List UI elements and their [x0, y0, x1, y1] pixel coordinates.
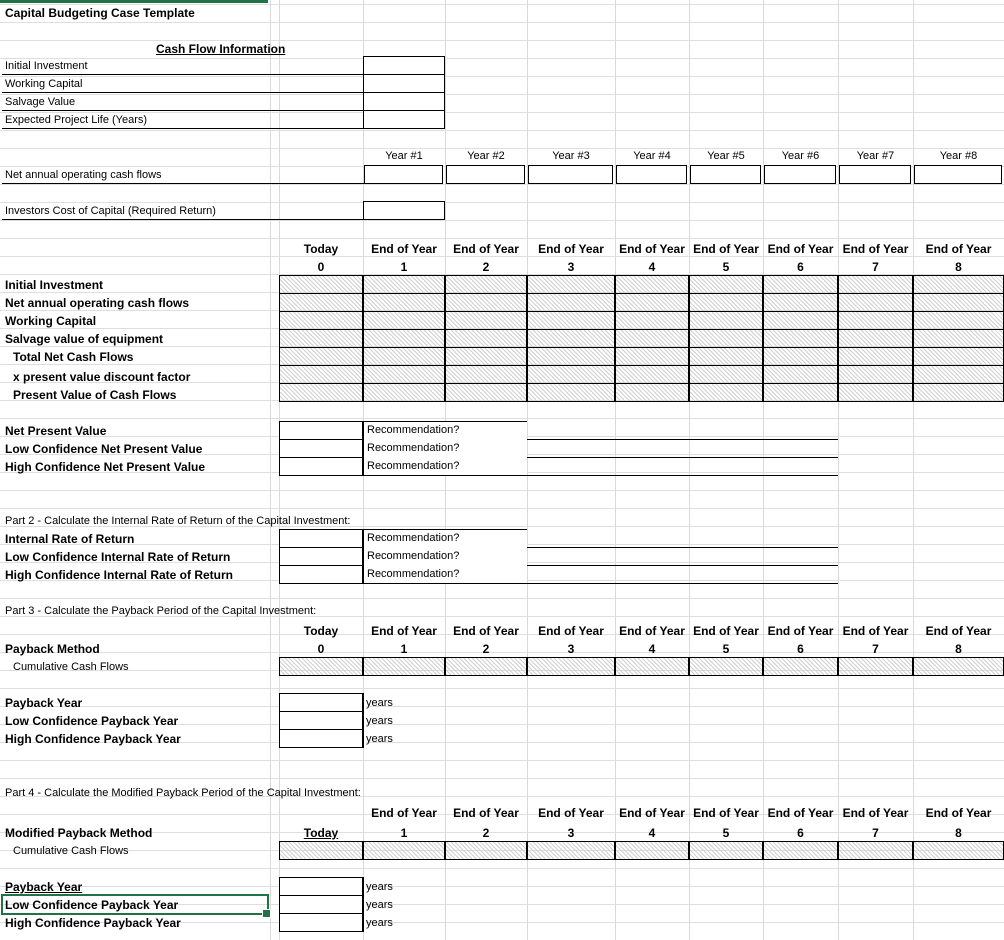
col-end-of-year-3[interactable]: End of Year — [538, 806, 604, 820]
npv-cell-r5-c7[interactable] — [838, 347, 913, 366]
col-end-of-year-2[interactable]: End of Year — [453, 624, 519, 638]
npv-cell-r6-c2[interactable] — [445, 365, 527, 384]
cf-working-capital-label[interactable]: Working Capital — [5, 78, 83, 90]
npv-low-label[interactable]: Low Confidence Net Present Value — [5, 442, 203, 456]
col-end-of-year-5[interactable]: End of Year — [693, 242, 759, 256]
npv-cell-r6-c5[interactable] — [689, 365, 763, 384]
npv-cell-r5-c3[interactable] — [527, 347, 615, 366]
npv-cell-r1-c1[interactable] — [363, 275, 445, 294]
npv-cell-r7-c3[interactable] — [527, 383, 615, 402]
modified-cell-r1-c1[interactable] — [363, 841, 445, 860]
net-annual-input-year-5[interactable] — [690, 165, 761, 184]
recommendation-line[interactable] — [527, 439, 838, 440]
col-year-num-5[interactable]: 5 — [722, 826, 730, 840]
grid-row-line — [0, 778, 1004, 779]
underline — [2, 219, 364, 220]
underline — [2, 183, 364, 184]
npv-low-input[interactable] — [279, 439, 363, 458]
payback-method-label[interactable]: Payback Method — [5, 642, 100, 656]
npv-cell-r2-c2[interactable] — [445, 293, 527, 312]
cf-initial-investment-label[interactable]: Initial Investment — [5, 60, 88, 72]
irr-recommendation-1[interactable]: Recommendation? — [367, 532, 460, 544]
npv-total-net-label[interactable]: Total Net Cash Flows — [13, 350, 134, 364]
underline — [2, 110, 364, 111]
npv-cell-r7-c6[interactable] — [763, 383, 838, 402]
modified-cell-r1-c6[interactable] — [763, 841, 838, 860]
modified-cell-r1-c2[interactable] — [445, 841, 527, 860]
npv-cell-r4-c2[interactable] — [445, 329, 527, 348]
npv-cell-r2-c6[interactable] — [763, 293, 838, 312]
grid-row-line — [0, 508, 1004, 509]
recommendation-line[interactable] — [527, 583, 838, 584]
grid-row-line — [0, 598, 1004, 599]
grid-column-line — [615, 0, 616, 940]
col-end-of-year-2[interactable]: End of Year — [453, 242, 519, 256]
npv-cell-r5-c4[interactable] — [615, 347, 689, 366]
col-end-of-year-2[interactable]: End of Year — [453, 806, 519, 820]
modified-unit-2[interactable]: years — [366, 899, 393, 911]
npv-cell-r1-c7[interactable] — [838, 275, 913, 294]
payback-cell-r1-c7[interactable] — [838, 657, 913, 676]
npv-recommendation-2[interactable]: Recommendation? — [367, 442, 460, 454]
npv-cell-r7-c2[interactable] — [445, 383, 527, 402]
grid-row-line — [0, 418, 1004, 419]
recommendation-line[interactable] — [527, 457, 838, 458]
col-year-num-1[interactable]: 1 — [400, 642, 408, 656]
payback-cumulative-label[interactable]: Cumulative Cash Flows — [13, 661, 129, 673]
col-year-num-6[interactable]: 6 — [797, 260, 804, 274]
npv-present-value-label[interactable]: Present Value of Cash Flows — [13, 388, 177, 402]
npv-cell-r3-c5[interactable] — [689, 311, 763, 330]
col-year-num-8[interactable]: 8 — [955, 260, 962, 274]
npv-recommendation-1[interactable]: Recommendation? — [367, 424, 460, 436]
npv-cell-r7-c0[interactable] — [279, 383, 363, 402]
payback-cell-r1-c8[interactable] — [913, 657, 1004, 676]
grid-column-line — [689, 0, 690, 940]
col-end-of-year-3[interactable]: End of Year — [538, 624, 604, 638]
year-header-3[interactable]: Year #3 — [552, 150, 590, 162]
cf-salvage-value-input[interactable] — [363, 92, 445, 111]
grid-row-line — [0, 94, 1004, 95]
npv-cell-r3-c8[interactable] — [913, 311, 1004, 330]
npv-cell-r2-c5[interactable] — [689, 293, 763, 312]
modified-payback-high-label[interactable]: High Confidence Payback Year — [5, 916, 181, 930]
grid-column-line — [913, 0, 914, 940]
npv-cell-r7-c4[interactable] — [615, 383, 689, 402]
npv-result-label[interactable]: Net Present Value — [5, 424, 107, 438]
col-end-of-year-6[interactable]: End of Year — [767, 624, 834, 638]
col-year-num-3[interactable]: 3 — [567, 260, 575, 274]
npv-cell-r6-c0[interactable] — [279, 365, 363, 384]
fill-handle[interactable] — [262, 909, 271, 918]
year-header-2[interactable]: Year #2 — [467, 150, 505, 162]
year-header-4[interactable]: Year #4 — [633, 150, 671, 162]
grid-column-line — [838, 0, 839, 940]
grid-column-line — [763, 0, 764, 940]
payback-year-input[interactable] — [279, 693, 363, 712]
year-header-7[interactable]: Year #7 — [856, 150, 895, 162]
modified-payback-method-label[interactable]: Modified Payback Method — [5, 826, 153, 840]
npv-cell-r3-c6[interactable] — [763, 311, 838, 330]
npv-net-annual-label[interactable]: Net annual operating cash flows — [5, 296, 190, 310]
npv-cell-r1-c0[interactable] — [279, 275, 363, 294]
npv-cell-r3-c2[interactable] — [445, 311, 527, 330]
grid-row-line — [0, 58, 1004, 59]
npv-cell-r3-c1[interactable] — [363, 311, 445, 330]
npv-cell-r5-c2[interactable] — [445, 347, 527, 366]
irr-recommendation-2[interactable]: Recommendation? — [367, 550, 460, 562]
col-year-num-3[interactable]: 3 — [567, 642, 575, 656]
grid-row-line — [0, 490, 1004, 491]
npv-discount-factor-label[interactable]: x present value discount factor — [13, 370, 191, 384]
npv-salvage-label[interactable]: Salvage value of equipment — [5, 332, 164, 346]
npv-cell-r4-c5[interactable] — [689, 329, 763, 348]
npv-cell-r6-c7[interactable] — [838, 365, 913, 384]
modified-unit-1[interactable]: years — [366, 881, 393, 893]
cf-project-life-label[interactable]: Expected Project Life (Years) — [5, 114, 148, 126]
npv-cell-r4-c0[interactable] — [279, 329, 363, 348]
part2-title[interactable]: Part 2 - Calculate the Internal Rate of Return of the Capital Investment: — [5, 515, 351, 527]
irr-high-input[interactable] — [279, 565, 363, 584]
col-end-of-year-8[interactable]: End of Year — [925, 624, 992, 638]
sheet-title[interactable]: Capital Budgeting Case Template — [5, 6, 195, 20]
modified-payback-low-input[interactable] — [279, 895, 363, 914]
modified-cumulative-label[interactable]: Cumulative Cash Flows — [13, 845, 129, 857]
grid-row-line — [0, 760, 1004, 761]
col-end-of-year-8[interactable]: End of Year — [925, 242, 992, 256]
col-year-num-5[interactable]: 5 — [722, 260, 730, 274]
col-year-num-2[interactable]: 2 — [482, 260, 490, 274]
cash-flow-info-heading[interactable]: Cash Flow Information — [156, 42, 286, 56]
grid-row-line — [0, 76, 1004, 77]
modified-cell-r1-c7[interactable] — [838, 841, 913, 860]
npv-recommendation-3[interactable]: Recommendation? — [367, 460, 460, 472]
npv-cell-r7-c1[interactable] — [363, 383, 445, 402]
npv-cell-r7-c8[interactable] — [913, 383, 1004, 402]
col-today[interactable]: Today — [303, 242, 339, 256]
npv-cell-r4-c6[interactable] — [763, 329, 838, 348]
col-end-of-year-7[interactable]: End of Year — [842, 242, 909, 256]
modified-cell-r1-c4[interactable] — [615, 841, 689, 860]
net-annual-input-year-4[interactable] — [616, 165, 687, 184]
payback-low-input[interactable] — [279, 711, 363, 730]
col-end-of-year-7[interactable]: End of Year — [842, 624, 909, 638]
payback-cell-r1-c0[interactable] — [279, 657, 363, 676]
npv-cell-r1-c3[interactable] — [527, 275, 615, 294]
npv-cell-r1-c4[interactable] — [615, 275, 689, 294]
irr-low-input[interactable] — [279, 547, 363, 566]
grid-row-line — [0, 130, 1004, 131]
col-year-num-3[interactable]: 3 — [567, 826, 575, 840]
grid-row-line — [0, 22, 1004, 23]
npv-cell-r1-c8[interactable] — [913, 275, 1004, 294]
col-end-of-year-3[interactable]: End of Year — [538, 242, 604, 256]
part4-title[interactable]: Part 4 - Calculate the Modified Payback Period of the Capital Investment: — [5, 787, 361, 799]
grid-row-line — [0, 886, 1004, 887]
col-end-of-year-1[interactable]: End of Year — [371, 624, 437, 638]
col-year-num-8[interactable]: 8 — [955, 826, 962, 840]
col-year-num-2[interactable]: 2 — [482, 642, 490, 656]
grid-row-line — [0, 868, 1004, 869]
col-year-num-4[interactable]: 4 — [648, 826, 656, 840]
npv-cell-r4-c3[interactable] — [527, 329, 615, 348]
year-header-6[interactable]: Year #6 — [781, 150, 820, 162]
grid-row-line — [0, 706, 1004, 707]
npv-cell-r4-c4[interactable] — [615, 329, 689, 348]
col-end-of-year-8[interactable]: End of Year — [925, 806, 992, 820]
net-annual-input-year-8[interactable] — [914, 165, 1002, 184]
irr-recommendation-3[interactable]: Recommendation? — [367, 568, 460, 580]
payback-cell-r1-c6[interactable] — [763, 657, 838, 676]
col-end-of-year-5[interactable]: End of Year — [693, 806, 759, 820]
npv-cell-r6-c4[interactable] — [615, 365, 689, 384]
modified-cell-r1-c5[interactable] — [689, 841, 763, 860]
col-end-of-year-5[interactable]: End of Year — [693, 624, 759, 638]
payback-cell-r1-c5[interactable] — [689, 657, 763, 676]
npv-cell-r3-c3[interactable] — [527, 311, 615, 330]
modified-cell-r1-c0[interactable] — [279, 841, 363, 860]
npv-cell-r5-c5[interactable] — [689, 347, 763, 366]
cost-of-capital-label[interactable]: Investors Cost of Capital (Required Return) — [5, 205, 216, 217]
npv-working-capital-label[interactable]: Working Capital — [5, 314, 97, 328]
irr-input[interactable] — [279, 529, 363, 548]
payback-unit-3[interactable]: years — [366, 733, 393, 745]
col-year-num-7[interactable]: 7 — [872, 260, 879, 274]
col-end-of-year-4[interactable]: End of Year — [619, 242, 685, 256]
npv-cell-r5-c0[interactable] — [279, 347, 363, 366]
payback-cell-r1-c3[interactable] — [527, 657, 615, 676]
npv-cell-r4-c7[interactable] — [838, 329, 913, 348]
underline — [2, 128, 364, 129]
net-annual-input-year-7[interactable] — [839, 165, 911, 184]
modified-cell-r1-c8[interactable] — [913, 841, 1004, 860]
npv-initial-investment-label[interactable]: Initial Investment — [5, 278, 104, 292]
part3-title[interactable]: Part 3 - Calculate the Payback Period of the Capital Investment: — [5, 605, 317, 617]
col-year-num-4[interactable]: 4 — [648, 642, 656, 656]
payback-year-label[interactable]: Payback Year — [5, 696, 83, 710]
col-end-of-year-4[interactable]: End of Year — [619, 806, 685, 820]
cf-initial-investment-input[interactable] — [363, 56, 445, 75]
net-annual-input-year-3[interactable] — [528, 165, 613, 184]
irr-high-label[interactable]: High Confidence Internal Rate of Return — [5, 568, 234, 582]
grid-row-line — [0, 238, 1004, 239]
net-annual-input-year-6[interactable] — [764, 165, 836, 184]
modified-payback-year-label[interactable]: Payback Year — [5, 880, 83, 894]
npv-cell-r2-c4[interactable] — [615, 293, 689, 312]
npv-cell-r6-c3[interactable] — [527, 365, 615, 384]
net-annual-input-year-2[interactable] — [446, 165, 525, 184]
npv-cell-r3-c0[interactable] — [279, 311, 363, 330]
modified-payback-low-label[interactable]: Low Confidence Payback Year — [5, 898, 179, 912]
col-year-num-5[interactable]: 5 — [722, 642, 730, 656]
npv-cell-r6-c8[interactable] — [913, 365, 1004, 384]
grid-row-line — [0, 220, 1004, 221]
npv-cell-r5-c6[interactable] — [763, 347, 838, 366]
npv-high-label[interactable]: High Confidence Net Present Value — [5, 460, 206, 474]
col-year-num-2[interactable]: 2 — [482, 826, 490, 840]
selected-cell[interactable] — [1, 894, 269, 915]
col-end-of-year-1[interactable]: End of Year — [371, 806, 437, 820]
npv-cell-r6-c6[interactable] — [763, 365, 838, 384]
col-end-of-year-1[interactable]: End of Year — [371, 242, 437, 256]
npv-cell-r7-c5[interactable] — [689, 383, 763, 402]
payback-cell-r1-c2[interactable] — [445, 657, 527, 676]
payback-unit-1[interactable]: years — [366, 697, 393, 709]
npv-cell-r1-c5[interactable] — [689, 275, 763, 294]
col-end-of-year-6[interactable]: End of Year — [767, 242, 834, 256]
payback-low-label[interactable]: Low Confidence Payback Year — [5, 714, 179, 728]
year-header-5[interactable]: Year #5 — [707, 150, 745, 162]
payback-unit-2[interactable]: years — [366, 715, 393, 727]
payback-high-label[interactable]: High Confidence Payback Year — [5, 732, 181, 746]
col-today-num[interactable]: 0 — [317, 260, 325, 274]
grid-row-line — [0, 40, 1004, 41]
recommendation-line[interactable] — [527, 565, 838, 566]
col-year-num-4[interactable]: 4 — [648, 260, 656, 274]
grid-row-line — [0, 688, 1004, 689]
col-today-num[interactable]: 0 — [317, 642, 325, 656]
net-annual-cash-flows-label[interactable]: Net annual operating cash flows — [5, 169, 162, 181]
payback-cell-r1-c1[interactable] — [363, 657, 445, 676]
modified-payback-high-input[interactable] — [279, 913, 363, 932]
grid-row-line — [0, 184, 1004, 185]
npv-cell-r1-c2[interactable] — [445, 275, 527, 294]
cost-of-capital-input[interactable] — [363, 201, 445, 220]
npv-cell-r1-c6[interactable] — [763, 275, 838, 294]
npv-cell-r2-c3[interactable] — [527, 293, 615, 312]
col-year-num-8[interactable]: 8 — [955, 642, 962, 656]
underline — [2, 92, 364, 93]
npv-cell-r2-c8[interactable] — [913, 293, 1004, 312]
cf-project-life-input[interactable] — [363, 110, 445, 129]
npv-cell-r2-c1[interactable] — [363, 293, 445, 312]
modified-unit-3[interactable]: years — [366, 917, 393, 929]
modified-payback-year-input[interactable] — [279, 877, 363, 896]
col-year-num-1[interactable]: 1 — [400, 826, 408, 840]
col-today[interactable]: Today — [303, 624, 339, 638]
npv-cell-r7-c7[interactable] — [838, 383, 913, 402]
cf-working-capital-input[interactable] — [363, 74, 445, 93]
recommendation-line[interactable] — [527, 475, 838, 476]
col-year-num-7[interactable]: 7 — [872, 826, 879, 840]
col-today[interactable]: Today — [303, 826, 339, 840]
recommendation-line[interactable] — [527, 547, 838, 548]
npv-result-input[interactable] — [279, 421, 363, 440]
npv-cell-r5-c1[interactable] — [363, 347, 445, 366]
active-row-indicator — [0, 0, 268, 3]
npv-cell-r3-c7[interactable] — [838, 311, 913, 330]
npv-cell-r2-c7[interactable] — [838, 293, 913, 312]
underline — [2, 74, 364, 75]
grid-column-line — [527, 0, 528, 940]
npv-cell-r3-c4[interactable] — [615, 311, 689, 330]
payback-cell-r1-c4[interactable] — [615, 657, 689, 676]
irr-label[interactable]: Internal Rate of Return — [5, 532, 135, 546]
npv-cell-r2-c0[interactable] — [279, 293, 363, 312]
cf-salvage-value-label[interactable]: Salvage Value — [5, 96, 76, 108]
npv-high-input[interactable] — [279, 457, 363, 476]
grid-row-line — [0, 112, 1004, 113]
net-annual-input-year-1[interactable] — [364, 165, 443, 184]
irr-low-label[interactable]: Low Confidence Internal Rate of Return — [5, 550, 231, 564]
npv-cell-r5-c8[interactable] — [913, 347, 1004, 366]
col-year-num-6[interactable]: 6 — [797, 642, 804, 656]
modified-cell-r1-c3[interactable] — [527, 841, 615, 860]
col-year-num-1[interactable]: 1 — [400, 260, 408, 274]
npv-cell-r6-c1[interactable] — [363, 365, 445, 384]
year-header-8[interactable]: Year #8 — [939, 150, 978, 162]
col-year-num-6[interactable]: 6 — [797, 826, 804, 840]
col-year-num-7[interactable]: 7 — [872, 642, 879, 656]
col-end-of-year-6[interactable]: End of Year — [767, 806, 834, 820]
col-end-of-year-4[interactable]: End of Year — [619, 624, 685, 638]
npv-cell-r4-c8[interactable] — [913, 329, 1004, 348]
col-end-of-year-7[interactable]: End of Year — [842, 806, 909, 820]
payback-high-input[interactable] — [279, 729, 363, 748]
npv-cell-r4-c1[interactable] — [363, 329, 445, 348]
year-header-1[interactable]: Year #1 — [385, 150, 423, 162]
